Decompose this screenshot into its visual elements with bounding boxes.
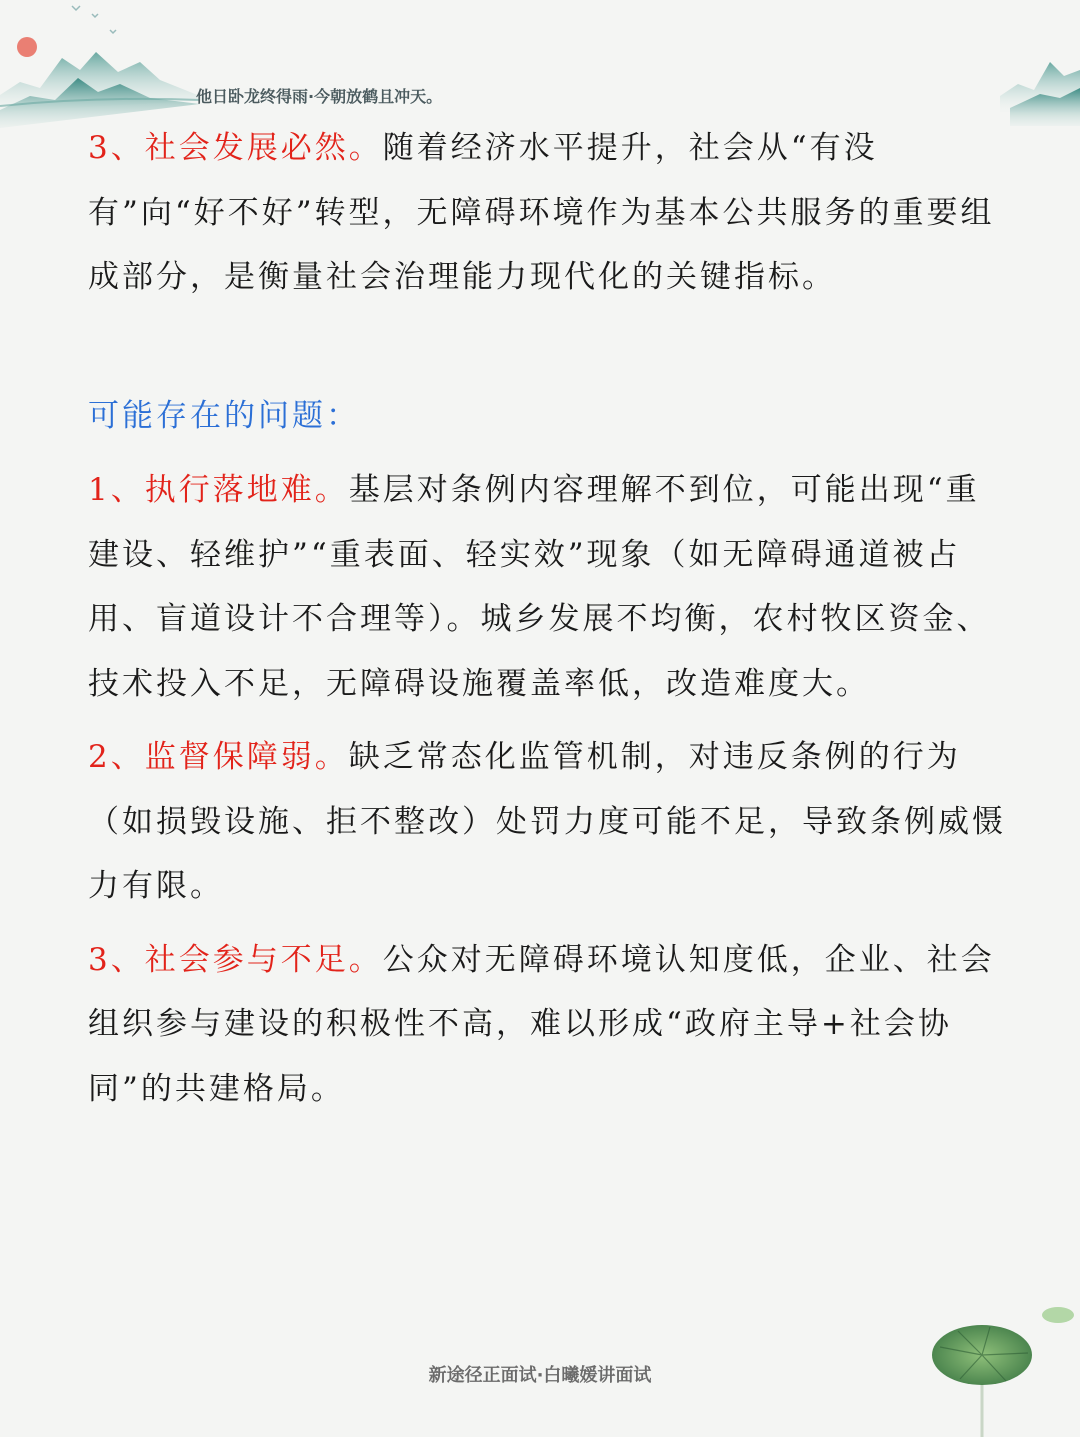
problem-lead: 1、执行落地难。: [88, 472, 349, 508]
problem-lead: 2、监督保障弱。: [88, 739, 349, 775]
footer-signature: 新途径正面试·白曦媛讲面试: [428, 1365, 652, 1386]
problem-body: 公众对无障碍环境认知度低，企业、社会组织参与建设的积极性不高，难以形成“政府主导+社会协同”的共建格局。: [88, 941, 995, 1107]
right-mountains-icon: [1000, 62, 1080, 126]
problem-item-execution: [88, 458, 1008, 716]
problems-heading: 可能存在的问题：: [88, 397, 360, 434]
problem-item-supervision: [88, 725, 1008, 919]
article-body: [88, 116, 1008, 1130]
lotus-leaf-icon: [930, 1297, 1080, 1437]
point-body: 随着经济水平提升，社会从“有没有”向“好不好”转型，无障碍环境作为基本公共服务的重要组成部分，是衡量社会治理能力现代化的关键指标。: [88, 130, 995, 295]
point-lead: 3、社会发展必然。: [88, 130, 383, 166]
problem-body: 缺乏常态化监管机制，对违反条例的行为（如损毁设施、拒不整改）处罚力度可能不足，导致条例威慑力有限。: [88, 739, 1006, 904]
problem-lead: 3、社会参与不足。: [88, 941, 383, 978]
sun-icon: [17, 37, 37, 57]
problem-item-participation: [88, 928, 1008, 1122]
header-motto: 他日卧龙终得雨·今朝放鹤且冲天。: [196, 87, 443, 106]
problem-body: 基层对条例内容理解不到位，可能出现“重建设、轻维护”“重表面、轻实效”现象（如无障碍通道被占用、盲道设计不合理等）。城乡发展不均衡，农村牧区资金、技术投入不足，无障碍设施覆盖率低，改造难度大。: [88, 472, 991, 702]
point-society-development: [88, 116, 1008, 310]
bird-icon: [72, 6, 116, 33]
